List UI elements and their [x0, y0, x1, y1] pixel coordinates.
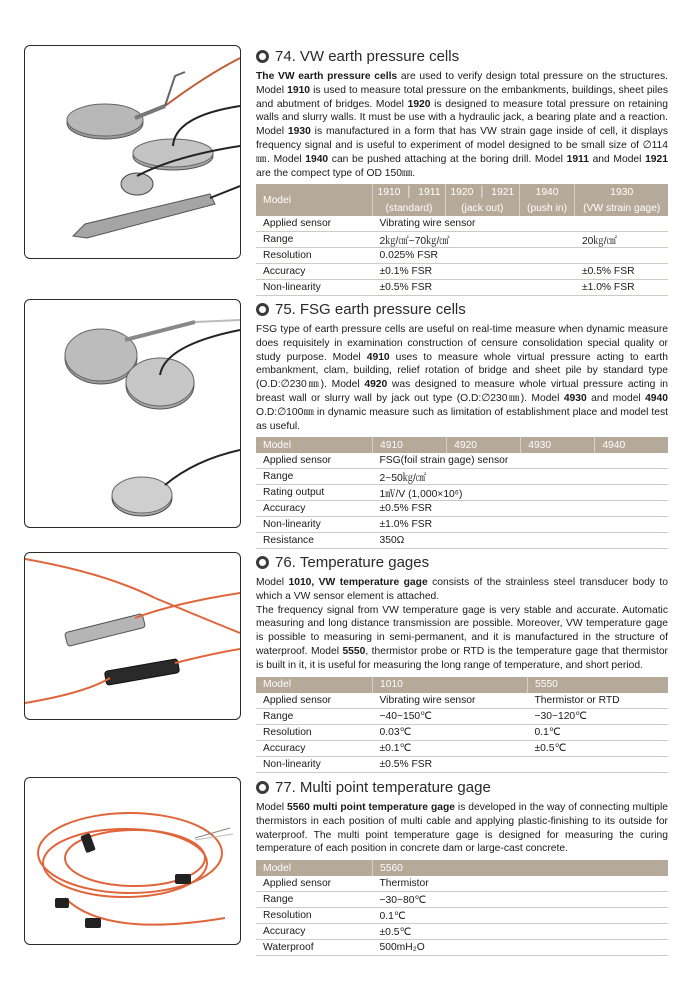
header-1910-1911: 1910 │ 1911	[373, 184, 446, 200]
row-value: 2㎏/㎠~70㎏/㎠	[373, 232, 575, 248]
header-model: Model	[256, 860, 373, 876]
row-label: Accuracy	[256, 264, 373, 280]
section-description	[256, 801, 668, 856]
section-title	[256, 298, 668, 320]
section-77	[256, 776, 668, 956]
section-title	[256, 551, 668, 573]
paragraph-text: uses to measure whole virtual pressure acting to earth embankment, clam, building, relief rotation of bridge and sheet pile by standard type (O.D:∅230㎜). Model	[256, 351, 668, 391]
section-number: 75.	[275, 300, 296, 318]
section-title-text: FSG earth pressure cells	[299, 300, 466, 318]
paragraph-text: are used to verify design total pressure on the structures. Model	[256, 71, 668, 96]
bold-text: 5560 multi point temperature gage	[287, 802, 455, 813]
row-value: 0.025% FSR	[373, 248, 669, 264]
table-row	[256, 940, 668, 956]
row-label: Resolution	[256, 908, 373, 924]
paragraph-text: , thermistor probe or RTD is the temperature gage that thermistor is built in it, it is useful for measuring the long range of temperature, and short period.	[256, 645, 668, 671]
header-push-in: (push in)	[519, 200, 575, 216]
bold-text: 1940	[305, 153, 329, 165]
header-1940: 1940	[519, 184, 575, 200]
row-value: ±1.0% FSR	[373, 517, 669, 533]
row-label: Resolution	[256, 248, 373, 264]
section-description	[256, 323, 668, 433]
table-row	[256, 517, 668, 533]
bold-text: The VW earth pressure cells	[256, 71, 398, 82]
bold-text: 1910	[287, 84, 311, 96]
table-row	[256, 740, 668, 756]
header-model: Model	[256, 677, 373, 693]
bold-text: 1921	[645, 153, 668, 165]
table-row	[256, 876, 668, 892]
header-standard: (standard)	[373, 200, 446, 216]
table-row	[256, 892, 668, 908]
table-row	[256, 724, 668, 740]
paragraph-text: The frequency signal from VW temperature gage is very stable and accurate. Automatic measuring and long distance transmission are possible. Moreover, VW temperature gage is possible to measuring in semi-permanent, and it is manufactured in the structure of waterproof. Model	[256, 604, 668, 657]
row-value: ±0.5℃	[373, 924, 669, 940]
row-label: Range	[256, 469, 373, 485]
row-value-5550: Thermistor or RTD	[528, 693, 669, 709]
header-vw-strain-gage: (VW strain gage)	[575, 200, 668, 216]
bold-text: 4920	[364, 379, 388, 391]
section-title-text: Temperature gages	[299, 553, 430, 571]
table-row	[256, 216, 668, 232]
paragraph-text: Model	[256, 802, 287, 813]
section-description	[256, 70, 668, 180]
row-value-1010: 0.03℃	[373, 724, 528, 740]
paragraph-text: is designed to measure total pressure on retaining walls and slurry walls. It must be use with a hydraulic jack, a bearing plate and a reaction. Model	[256, 98, 668, 138]
table-row	[256, 501, 668, 517]
row-value: FSG(foil strain gage) sensor	[373, 453, 669, 469]
paragraph-text: Model	[256, 577, 289, 588]
section-75	[256, 298, 668, 549]
header-1911: 1911	[418, 186, 441, 198]
row-label: Resolution	[256, 724, 373, 740]
row-label: Applied sensor	[256, 216, 373, 232]
header-1010: 1010	[373, 677, 528, 693]
paragraph-text: and model	[586, 392, 646, 404]
table-row	[256, 248, 668, 264]
row-label: Accuracy	[256, 740, 373, 756]
multi-point-temperature-gage-photo	[24, 777, 241, 945]
table-row	[256, 232, 668, 248]
paragraph-text: is manufactured in a form that has VW strain gage inside of cell, it displays frequency signal and is useful to experiment of model designed to be small size of ∅114㎜. Model	[256, 126, 669, 165]
table-row	[256, 756, 668, 772]
header-4930: 4930	[521, 437, 595, 453]
row-value: 500mH₂O	[373, 940, 669, 956]
row-label: Applied sensor	[256, 693, 373, 709]
row-label: Resistance	[256, 533, 373, 549]
row-value: ±0.5% FSR	[373, 501, 669, 517]
bullet-icon	[256, 50, 269, 63]
row-value: 350Ω	[373, 533, 669, 549]
multi-point-cable-illustration	[25, 778, 240, 944]
row-value-1010: Vibrating wire sensor	[373, 693, 528, 709]
header-5550: 5550	[528, 677, 669, 693]
paragraph-text: is developed in the way of connecting multiple thermistors in each position of multi cable and applying plastic-finishing to its outside for waterproof. The multi point temperature gage is designed for measuring the curing temperature of each position in concrete dam or large-cast concrete.	[256, 802, 669, 855]
spec-table	[256, 677, 668, 773]
row-label: Waterproof	[256, 940, 373, 956]
bold-text: 1920	[407, 98, 431, 110]
bullet-icon	[256, 556, 269, 569]
bold-text: 1010, VW temperature gage	[288, 577, 428, 588]
row-value-1010: ±0.1℃	[373, 740, 528, 756]
row-label: Non-linearity	[256, 756, 373, 772]
section-number: 77.	[275, 778, 296, 796]
row-label: Range	[256, 708, 373, 724]
vw-earth-pressure-cells-photo	[24, 45, 241, 259]
row-label: Applied sensor	[256, 876, 373, 892]
fsg-cell-illustration	[25, 300, 240, 527]
paragraph-text: FSG type of earth pressure cells are useful on real-time measure when dynamic measure does requisitely in examination construction of censure consolidation special quality or study purpose. Model	[256, 324, 668, 363]
paragraph-text: can be pushed attaching at the boring drill. Model	[328, 153, 567, 165]
section-number: 74.	[275, 47, 296, 65]
row-label: Non-linearity	[256, 280, 373, 296]
paragraph-text: consists of the strainless steel transducer body to which a VW sensor element is attached.	[256, 577, 669, 602]
spec-table	[256, 437, 668, 549]
bold-text: 5550	[342, 645, 366, 657]
paragraph-text: O.D:∅100㎜ in dynamic measure such as limitation of establishment place and model test as useful.	[256, 406, 668, 432]
row-value: ±0.1% FSR	[373, 264, 575, 280]
table-row	[256, 693, 668, 709]
bold-text: 4930	[563, 392, 587, 404]
row-value: ±0.5% FSR	[373, 280, 575, 296]
row-value-1010: −40~150℃	[373, 708, 528, 724]
bold-text: 4910	[366, 351, 390, 363]
row-value-1930: ±0.5% FSR	[575, 264, 668, 280]
row-label: Applied sensor	[256, 453, 373, 469]
table-row	[256, 280, 668, 296]
bold-text: 1911	[566, 153, 589, 165]
row-label: Rating output	[256, 485, 373, 501]
row-value-1010: ±0.5% FSR	[373, 756, 528, 772]
paragraph-text: was designed to measure whole virtual pressure acting in breast wall or slurry wall by jack out type (O.D:∅230㎜). Model	[256, 379, 668, 404]
section-title-text: VW earth pressure cells	[299, 47, 460, 65]
pressure-cell-illustration	[25, 46, 240, 258]
row-label: Accuracy	[256, 924, 373, 940]
row-value-5550: −30~120℃	[528, 708, 669, 724]
spec-table	[256, 184, 668, 296]
row-value-1930: 20㎏/㎠	[575, 232, 668, 248]
header-1921: 1921	[491, 186, 515, 198]
header-model: Model	[256, 184, 373, 216]
section-description	[256, 576, 668, 673]
bold-text: 4940	[645, 392, 668, 404]
table-row	[256, 485, 668, 501]
table-row	[256, 264, 668, 280]
header-5560: 5560	[373, 860, 669, 876]
row-value: Thermistor	[373, 876, 669, 892]
row-label: Non-linearity	[256, 517, 373, 533]
row-value-1930: ±1.0% FSR	[575, 280, 668, 296]
row-value: 2~50㎏/㎠	[373, 469, 669, 485]
paragraph-text: is used to measure total pressure on the embankments, buildings, sheet piles and abutment of bridges. Model	[256, 84, 668, 110]
row-value: 0.1℃	[373, 908, 669, 924]
section-74	[256, 45, 668, 296]
paragraph-text: are the compect type of OD 150㎜.	[256, 167, 416, 179]
section-title	[256, 776, 668, 798]
table-row	[256, 708, 668, 724]
section-title	[256, 45, 668, 67]
temperature-gage-illustration	[25, 553, 240, 719]
row-label: Range	[256, 232, 373, 248]
bullet-icon	[256, 303, 269, 316]
row-value-5550: ±0.5℃	[528, 740, 669, 756]
header-model: Model	[256, 437, 373, 453]
row-label: Accuracy	[256, 501, 373, 517]
table-row	[256, 908, 668, 924]
header-jack-out: (jack out)	[445, 200, 519, 216]
header-1920-1921: 1920 │ 1921	[445, 184, 519, 200]
header-1910: 1910	[377, 186, 401, 198]
temperature-gages-photo	[24, 552, 241, 720]
fsg-earth-pressure-cells-photo	[24, 299, 241, 528]
section-76	[256, 551, 668, 773]
bullet-icon	[256, 781, 269, 794]
row-value-5550: 0.1℃	[528, 724, 669, 740]
header-4910: 4910	[373, 437, 447, 453]
section-number: 76.	[275, 553, 296, 571]
bold-text: 1930	[287, 126, 311, 138]
header-4940: 4940	[595, 437, 668, 453]
row-value: 1㎷/V (1,000×10⁶)	[373, 485, 669, 501]
table-row	[256, 924, 668, 940]
header-1930: 1930	[575, 184, 668, 200]
spec-table	[256, 860, 668, 956]
row-label: Range	[256, 892, 373, 908]
row-value-5550	[528, 756, 669, 772]
table-row	[256, 469, 668, 485]
row-value: −30~80℃	[373, 892, 669, 908]
paragraph-text: and Model	[588, 153, 646, 165]
section-title-text: Multi point temperature gage	[299, 778, 491, 796]
table-row	[256, 533, 668, 549]
header-4920: 4920	[447, 437, 521, 453]
table-row	[256, 453, 668, 469]
row-value: Vibrating wire sensor	[373, 216, 669, 232]
header-1920: 1920	[450, 186, 474, 198]
